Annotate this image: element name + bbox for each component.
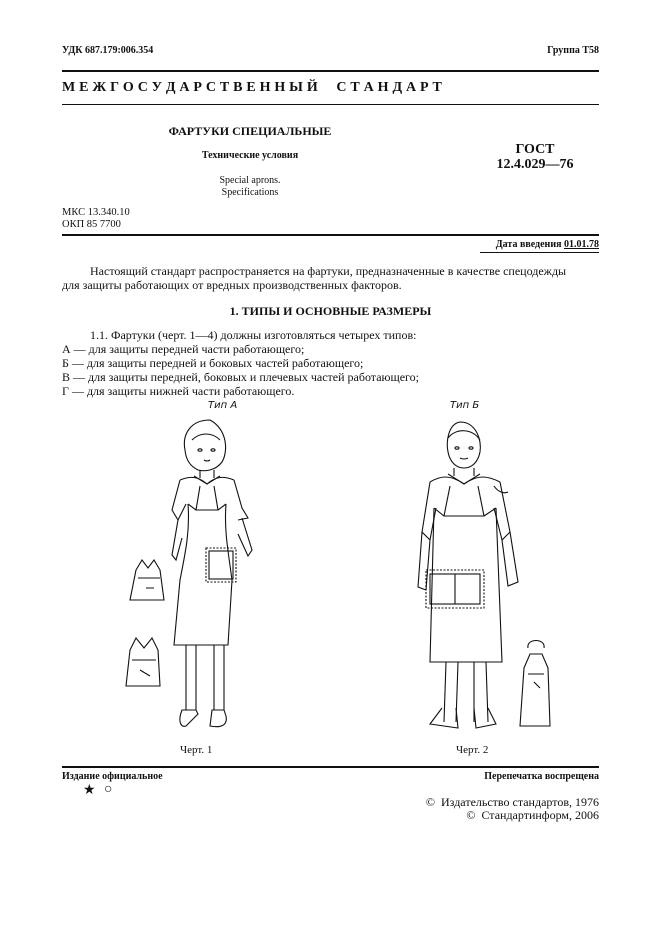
intro-line-1: Настоящий стандарт распространяется на фартуки, предназначенные в качестве спецодежды (90, 264, 567, 278)
gost-number: 12.4.029—76 (496, 157, 574, 172)
footer-rule (62, 766, 599, 768)
gost-label: ГОСТ (515, 142, 555, 157)
udk-code: УДК 687.179:006.354 (62, 45, 154, 56)
intro-line-2: для защиты работающих от вредных производственных факторов. (62, 278, 402, 292)
standard-title: ФАРТУКИ СПЕЦИАЛЬНЫЕ (168, 124, 332, 138)
type-a-line: А — для защиты передней части работающего; (62, 342, 305, 356)
fig2-caption: Черт. 2 (456, 744, 489, 756)
ring-icon: ○ (104, 782, 113, 797)
fig2-type-label: Тип Б (450, 400, 480, 411)
type-g-line: Г — для защиты нижней части работающего. (62, 384, 295, 398)
figure-2-apron-type-b (390, 412, 570, 742)
clause-1-1: 1.1. Фартуки (черт. 1—4) должны изготовляться четырех типов: (90, 328, 417, 342)
fig1-caption: Черт. 1 (180, 744, 213, 756)
figure-1-apron-type-a (120, 410, 290, 740)
mks-code: МКС 13.340.10 (62, 207, 130, 218)
star-icon: ★ (83, 783, 96, 798)
reprint-prohibited: Перепечатка воспрещена (484, 771, 599, 782)
interstate-standard-banner: М Е Ж Г О С У Д А Р С Т В Е Н Н Ы Й С Т А Н Д А Р Т (62, 80, 442, 95)
date-underline (480, 252, 599, 253)
banner-rule (62, 104, 599, 105)
english-title-1: Special aprons. (219, 175, 281, 186)
standard-subtitle: Технические условия (201, 150, 299, 161)
introduction-date-value: 01.01.78 (564, 239, 599, 250)
introduction-date (496, 239, 599, 250)
type-v-line: В — для защиты передней, боковых и плечевых частей работающего; (62, 370, 420, 384)
section-heading: 1. ТИПЫ И ОСНОВНЫЕ РАЗМЕРЫ (229, 304, 432, 318)
fig1-type-label: Тип А (208, 400, 238, 411)
english-title-2: Specifications (221, 187, 279, 198)
copyright-1976: © Издательство стандартов, 1976 (425, 795, 599, 809)
introduction-date-label: Дата введения (495, 239, 562, 250)
top-rule (62, 70, 599, 72)
codes-rule (62, 234, 599, 236)
group-code: Группа Т58 (547, 45, 599, 56)
official-edition: Издание официальное (62, 771, 163, 782)
copyright-2006: © Стандартинформ, 2006 (466, 808, 599, 822)
okp-code: ОКП 85 7700 (62, 219, 121, 230)
type-b-line: Б — для защиты передней и боковых частей работающего; (62, 356, 364, 370)
